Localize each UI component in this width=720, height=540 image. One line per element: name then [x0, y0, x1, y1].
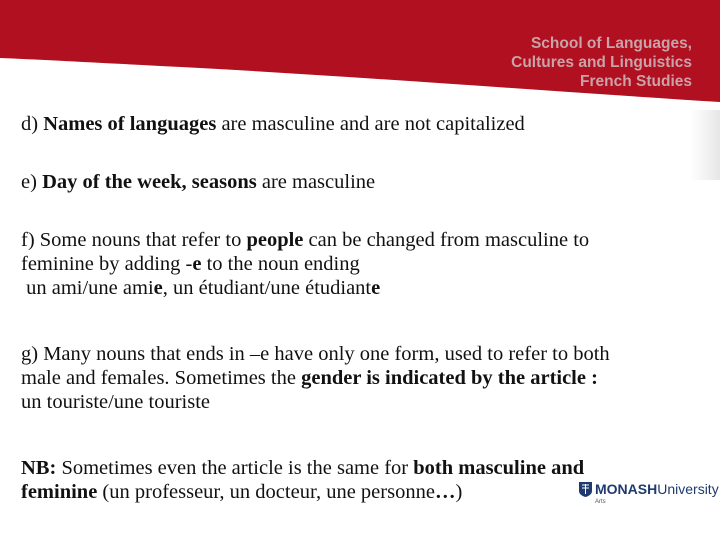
rule-f-line2-b: to the noun ending — [201, 253, 360, 275]
rule-d-bold: Names of languages — [43, 113, 217, 135]
school-title — [511, 34, 692, 91]
rule-f-example-b: , un étudiant/une étudiant — [162, 277, 372, 299]
crest-icon — [579, 482, 592, 497]
school-title-line3: French Studies — [580, 73, 692, 90]
logo-faculty: Arts — [595, 499, 606, 505]
nb-line2-ellipsis: … — [434, 481, 456, 503]
rule-f — [21, 228, 589, 300]
rule-e-bold: Day of the week, seasons — [42, 171, 257, 193]
edge-shadow — [690, 110, 720, 180]
rule-e-text: are masculine — [256, 171, 376, 193]
rule-d-prefix: d) — [21, 113, 44, 135]
header-banner — [0, 0, 720, 110]
logo-wordmark — [595, 481, 719, 497]
rule-f-line1-b: can be changed from masculine to — [303, 229, 590, 251]
rule-g-example: un touriste/une touriste — [21, 391, 211, 413]
rule-f-line2-bold: e — [192, 253, 202, 275]
monash-logo — [579, 480, 719, 506]
nb-line1-bold: both masculine and — [413, 457, 585, 479]
rule-f-line1-a: f) Some nouns that refer to — [21, 229, 247, 251]
rule-d-text: are masculine and are not capitalized — [216, 113, 525, 135]
rule-f-example-bold1: e — [153, 277, 163, 299]
rule-f-line1-bold: people — [246, 229, 304, 251]
nb-line2-bold: feminine — [21, 481, 98, 503]
rule-g-line1: g) Many nouns that ends in –e have only one form, used to refer to both — [21, 343, 610, 365]
rule-f-example-bold2: e — [371, 277, 381, 299]
rule-f-line2-a: feminine by adding - — [21, 253, 193, 275]
note-nb — [21, 456, 584, 504]
nb-line2-b: (un professeur, un docteur, une personne — [97, 481, 435, 503]
school-title-line2: Cultures and Linguistics — [511, 54, 692, 71]
logo-monash: MONASH — [595, 481, 658, 497]
rule-g — [21, 342, 610, 414]
nb-line2-c: ) — [455, 481, 463, 503]
logo-university: University — [657, 481, 719, 497]
rule-d — [21, 112, 525, 136]
rule-g-line2-bold: gender is indicated by the article : — [301, 367, 598, 389]
rule-e — [21, 170, 375, 194]
rule-g-line2-a: male and females. Sometimes the — [21, 367, 302, 389]
school-title-line1: School of Languages, — [530, 35, 692, 52]
rule-f-example-a: un ami/une ami — [21, 277, 154, 299]
rule-e-prefix: e) — [21, 171, 43, 193]
nb-line1-a: Sometimes even the article is the same for — [56, 457, 414, 479]
nb-label: NB: — [21, 457, 57, 479]
